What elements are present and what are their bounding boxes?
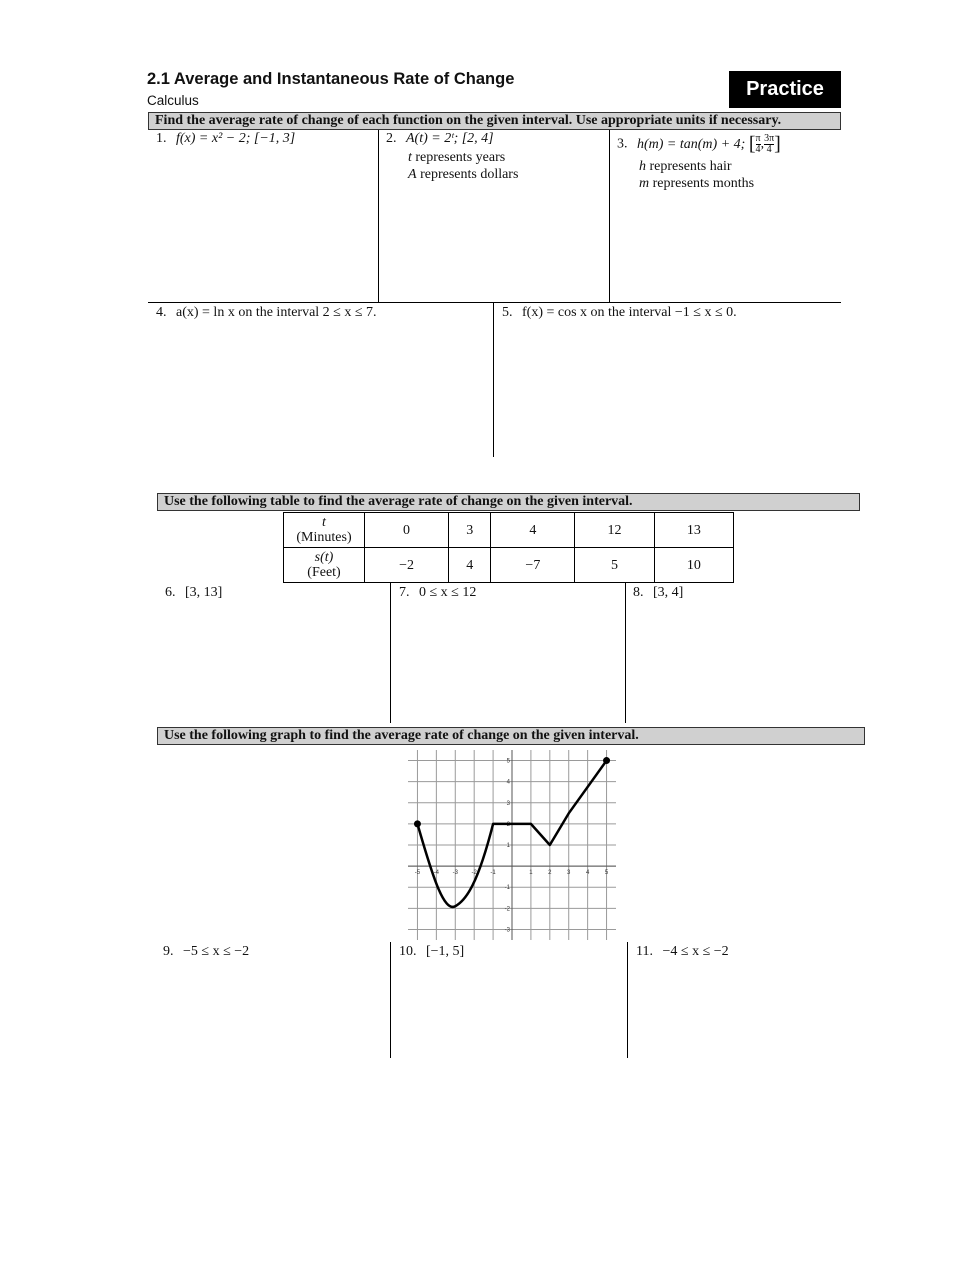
- fraction: $\frac{\pi}{4}$: [755, 133, 761, 155]
- question-expression: 0 ≤ x ≤ 12: [419, 585, 477, 600]
- note: represents months: [649, 176, 755, 191]
- divider: [148, 302, 841, 303]
- question-9: [163, 944, 249, 960]
- question-expression: f(x) = x² − 2; [−1, 3]: [176, 131, 296, 146]
- question-number: 11.: [636, 944, 653, 959]
- question-10: [399, 944, 464, 960]
- fraction: $\frac{3\pi}{4}$: [764, 133, 775, 155]
- note: represents hair: [646, 159, 732, 174]
- y-tick-label: -1: [504, 885, 510, 892]
- y-tick-label: 1: [506, 843, 510, 849]
- question-number: 6.: [165, 585, 176, 600]
- divider: [390, 583, 391, 723]
- question-11: [636, 944, 729, 960]
- divider: [627, 942, 628, 1058]
- interval-bracket: ]: [774, 133, 781, 155]
- table-cell: 4: [449, 548, 491, 583]
- y-tick-label: 5: [506, 758, 510, 765]
- question-number: 7.: [399, 585, 410, 600]
- question-3: 3. h(m) = tan(m) + 4; [ $\frac{\pi}{4}$ , $\frac{3\pi}{4}$ ]: [617, 133, 781, 155]
- x-tick-label: -1: [490, 870, 496, 877]
- practice-badge: Practice: [729, 71, 841, 108]
- note: represents dollars: [416, 167, 519, 182]
- question-2: [386, 131, 494, 147]
- question-expression: A(t) = 2ᵗ; [2, 4]: [406, 131, 494, 146]
- question-number: 9.: [163, 944, 174, 959]
- table-header-cell: s(t) (Feet): [284, 548, 365, 583]
- question-3-notes: [639, 158, 754, 192]
- table-cell: 0: [365, 513, 449, 548]
- y-tick-label: -3: [504, 927, 510, 934]
- divider: [493, 302, 494, 457]
- divider: [390, 942, 391, 1058]
- y-tick-label: -2: [504, 906, 510, 913]
- question-expression: −4 ≤ x ≤ −2: [662, 944, 729, 959]
- question-2-notes: [408, 149, 518, 183]
- question-1: [156, 131, 295, 147]
- question-6: [165, 585, 222, 601]
- variable: t: [408, 150, 412, 165]
- note: represents years: [411, 150, 506, 165]
- question-expression: [3, 13]: [185, 585, 223, 600]
- endpoint-dot: [603, 757, 610, 764]
- question-number: 10.: [399, 944, 417, 959]
- table-cell: 13: [654, 513, 733, 548]
- variable: A: [408, 167, 417, 182]
- endpoint-dot: [414, 820, 421, 827]
- question-expression: [3, 4]: [653, 585, 684, 600]
- table-cell: 10: [654, 548, 733, 583]
- question-number: 8.: [633, 585, 644, 600]
- question-number: 3.: [617, 136, 628, 152]
- section2-instruction-banner: Use the following table to find the average rate of change on the given interval.: [157, 493, 860, 511]
- divider: [378, 130, 379, 302]
- y-tick-label: 4: [506, 779, 510, 786]
- x-tick-label: -3: [452, 870, 458, 877]
- x-tick-label: 5: [604, 870, 609, 877]
- question-4: [156, 305, 377, 321]
- x-tick-label: -2: [471, 870, 477, 877]
- x-tick-label: -5: [414, 870, 421, 877]
- y-tick-label: 3: [506, 800, 510, 807]
- function-graph: [398, 745, 626, 945]
- interval-bracket: [: [748, 133, 756, 155]
- table-cell: −2: [365, 548, 449, 583]
- y-tick-label: 2: [506, 821, 510, 828]
- question-expression: a(x) = ln x on the interval 2 ≤ x ≤ 7.: [176, 305, 377, 320]
- question-expression: [−1, 5]: [426, 944, 465, 959]
- question-expression: f(x) = cos x on the interval −1 ≤ x ≤ 0.: [522, 305, 737, 320]
- x-tick-label: 2: [548, 870, 552, 877]
- x-tick-label: 3: [567, 870, 571, 877]
- variable: h: [639, 159, 646, 174]
- page-title: 2.1 Average and Instantaneous Rate of Change: [147, 70, 515, 88]
- x-tick-label: 4: [585, 870, 590, 877]
- table-row: [284, 548, 734, 583]
- data-table: [283, 512, 734, 583]
- section3-instruction-banner: Use the following graph to find the average rate of change on the given interval.: [157, 727, 865, 745]
- x-tick-label: -4: [433, 870, 440, 877]
- question-number: 1.: [156, 131, 167, 146]
- question-8: [633, 585, 683, 601]
- table-header-cell: t (Minutes): [284, 513, 365, 548]
- table-cell: −7: [491, 548, 575, 583]
- course-subtitle: Calculus: [147, 93, 199, 108]
- variable: m: [639, 176, 650, 191]
- divider: [625, 583, 626, 723]
- table-cell: 5: [575, 548, 654, 583]
- question-number: 5.: [502, 305, 513, 320]
- x-tick-label: 1: [529, 870, 533, 877]
- table-row: [284, 513, 734, 548]
- question-7: [399, 585, 476, 601]
- table-cell: 3: [449, 513, 491, 548]
- question-number: 4.: [156, 305, 167, 320]
- question-expression: −5 ≤ x ≤ −2: [183, 944, 250, 959]
- question-5: [502, 305, 737, 321]
- section1-instruction-banner: Find the average rate of change of each function on the given interval. Use appropriate units if necessary.: [148, 112, 841, 130]
- question-expression: h(m) = tan(m) + 4;: [637, 136, 746, 152]
- table-cell: 4: [491, 513, 575, 548]
- table-cell: 12: [575, 513, 654, 548]
- question-number: 2.: [386, 131, 397, 146]
- divider: [609, 130, 610, 302]
